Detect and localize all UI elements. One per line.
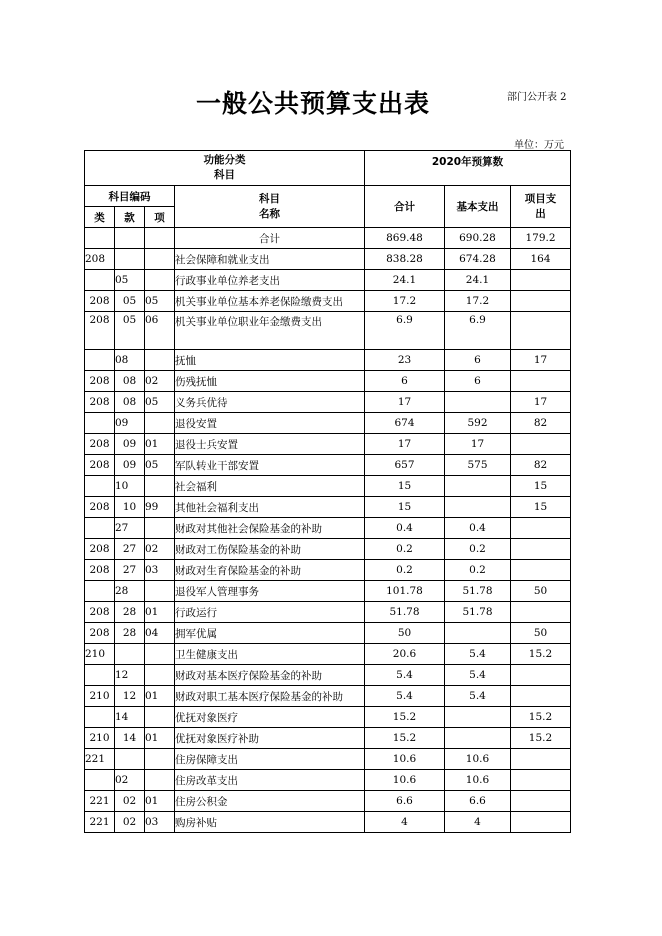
row-total: 20.6 xyxy=(365,644,445,665)
row-name: 行政事业单位养老支出 xyxy=(175,270,365,291)
row-total: 10.6 xyxy=(365,749,445,770)
xiang-header: 项 xyxy=(145,207,175,228)
row-xiang xyxy=(145,413,175,434)
row-basic xyxy=(445,728,511,749)
row-total: 23 xyxy=(365,350,445,371)
row-project: 82 xyxy=(511,455,571,476)
row-basic: 575 xyxy=(445,455,511,476)
row-basic: 10.6 xyxy=(445,770,511,791)
row-project: 15.2 xyxy=(511,644,571,665)
total-row-xiang xyxy=(145,228,175,249)
row-total: 17 xyxy=(365,392,445,413)
row-name: 财政对职工基本医疗保险基金的补助 xyxy=(175,686,365,707)
table-row xyxy=(85,270,571,291)
row-total: 0.4 xyxy=(365,518,445,539)
basic-header: 基本支出 xyxy=(445,186,511,228)
row-xiang xyxy=(145,249,175,270)
func-class-label: 功能分类 xyxy=(203,154,246,166)
table-row xyxy=(85,350,571,371)
row-name: 住房公积金 xyxy=(175,791,365,812)
row-lei: 208 xyxy=(85,539,115,560)
row-project: 50 xyxy=(511,623,571,644)
row-basic: 17 xyxy=(445,434,511,455)
row-lei xyxy=(85,581,115,602)
row-basic: 592 xyxy=(445,413,511,434)
row-project xyxy=(511,791,571,812)
row-lei xyxy=(85,770,115,791)
total-row xyxy=(85,228,571,249)
row-name: 住房保障支出 xyxy=(175,749,365,770)
row-xiang: 99 xyxy=(145,497,175,518)
table-row xyxy=(85,497,571,518)
row-xiang: 03 xyxy=(145,560,175,581)
table-row xyxy=(85,770,571,791)
table-row xyxy=(85,392,571,413)
row-basic: 5.4 xyxy=(445,686,511,707)
row-project: 164 xyxy=(511,249,571,270)
row-kuan: 02 xyxy=(115,812,145,833)
row-basic xyxy=(445,392,511,413)
row-project: 15.2 xyxy=(511,707,571,728)
row-total: 657 xyxy=(365,455,445,476)
row-xiang xyxy=(145,350,175,371)
row-basic: 51.78 xyxy=(445,602,511,623)
row-project xyxy=(511,749,571,770)
row-kuan: 05 xyxy=(115,270,145,291)
row-name: 伤残抚恤 xyxy=(175,371,365,392)
row-total: 15 xyxy=(365,476,445,497)
row-name: 其他社会福利支出 xyxy=(175,497,365,518)
row-project: 15 xyxy=(511,476,571,497)
row-lei: 221 xyxy=(85,749,115,770)
row-project: 82 xyxy=(511,413,571,434)
budget-group-header: 2020年预算数 xyxy=(365,151,571,186)
total-row-kuan xyxy=(115,228,145,249)
row-project xyxy=(511,270,571,291)
row-lei: 208 xyxy=(85,312,115,350)
row-lei: 208 xyxy=(85,602,115,623)
row-lei: 210 xyxy=(85,686,115,707)
row-total: 6.9 xyxy=(365,312,445,350)
total-header: 合计 xyxy=(365,186,445,228)
row-total: 674 xyxy=(365,413,445,434)
table-row xyxy=(85,749,571,770)
row-xiang: 01 xyxy=(145,791,175,812)
row-xiang xyxy=(145,581,175,602)
row-kuan: 14 xyxy=(115,707,145,728)
table-row xyxy=(85,560,571,581)
table-row xyxy=(85,455,571,476)
row-basic: 4 xyxy=(445,812,511,833)
row-lei: 210 xyxy=(85,728,115,749)
row-xiang: 05 xyxy=(145,455,175,476)
row-kuan: 28 xyxy=(115,623,145,644)
row-name: 社会保障和就业支出 xyxy=(175,249,365,270)
row-name: 购房补贴 xyxy=(175,812,365,833)
row-kuan: 27 xyxy=(115,560,145,581)
row-total: 4 xyxy=(365,812,445,833)
row-name: 退役军人管理事务 xyxy=(175,581,365,602)
row-lei xyxy=(85,665,115,686)
row-xiang xyxy=(145,770,175,791)
row-basic: 6 xyxy=(445,371,511,392)
row-kuan: 02 xyxy=(115,770,145,791)
row-lei: 208 xyxy=(85,291,115,312)
func-class-subject-label: 科目 xyxy=(214,169,235,181)
project-header xyxy=(511,186,571,228)
row-xiang: 02 xyxy=(145,371,175,392)
table-row xyxy=(85,291,571,312)
table-row xyxy=(85,249,571,270)
row-xiang xyxy=(145,707,175,728)
row-kuan: 14 xyxy=(115,728,145,749)
row-xiang: 02 xyxy=(145,539,175,560)
table-row xyxy=(85,812,571,833)
row-total: 6.6 xyxy=(365,791,445,812)
row-lei: 208 xyxy=(85,434,115,455)
row-project: 15 xyxy=(511,497,571,518)
row-basic: 17.2 xyxy=(445,291,511,312)
row-basic: 24.1 xyxy=(445,270,511,291)
row-total: 15.2 xyxy=(365,707,445,728)
row-kuan xyxy=(115,249,145,270)
table-row xyxy=(85,476,571,497)
row-basic: 0.2 xyxy=(445,560,511,581)
row-name: 卫生健康支出 xyxy=(175,644,365,665)
row-kuan: 02 xyxy=(115,791,145,812)
row-basic xyxy=(445,707,511,728)
row-project xyxy=(511,434,571,455)
row-lei xyxy=(85,518,115,539)
row-basic: 10.6 xyxy=(445,749,511,770)
row-lei: 208 xyxy=(85,455,115,476)
row-lei: 208 xyxy=(85,392,115,413)
row-project: 17 xyxy=(511,350,571,371)
row-lei xyxy=(85,413,115,434)
row-name: 优抚对象医疗补助 xyxy=(175,728,365,749)
row-kuan xyxy=(115,644,145,665)
row-xiang: 05 xyxy=(145,392,175,413)
row-project xyxy=(511,770,571,791)
row-xiang: 01 xyxy=(145,728,175,749)
table-row xyxy=(85,728,571,749)
row-name: 住房改革支出 xyxy=(175,770,365,791)
row-xiang: 03 xyxy=(145,812,175,833)
lei-header: 类 xyxy=(85,207,115,228)
row-name: 财政对生育保险基金的补助 xyxy=(175,560,365,581)
row-kuan: 10 xyxy=(115,476,145,497)
row-project xyxy=(511,312,571,350)
row-kuan xyxy=(115,749,145,770)
table-row xyxy=(85,623,571,644)
total-row-total: 869.48 xyxy=(365,228,445,249)
row-xiang xyxy=(145,476,175,497)
row-total: 101.78 xyxy=(365,581,445,602)
row-name: 优抚对象医疗 xyxy=(175,707,365,728)
row-project xyxy=(511,291,571,312)
row-kuan: 28 xyxy=(115,581,145,602)
row-lei: 208 xyxy=(85,497,115,518)
table-row xyxy=(85,602,571,623)
row-lei xyxy=(85,476,115,497)
row-kuan: 09 xyxy=(115,434,145,455)
row-basic: 0.2 xyxy=(445,539,511,560)
row-lei: 208 xyxy=(85,623,115,644)
row-lei: 221 xyxy=(85,812,115,833)
row-xiang: 04 xyxy=(145,623,175,644)
row-kuan: 08 xyxy=(115,371,145,392)
table-row xyxy=(85,371,571,392)
row-basic: 674.28 xyxy=(445,249,511,270)
name-col-label: 名称 xyxy=(259,207,280,220)
row-total: 15 xyxy=(365,497,445,518)
project-header-line2: 出 xyxy=(535,207,546,220)
row-basic: 51.78 xyxy=(445,581,511,602)
row-lei xyxy=(85,707,115,728)
row-total: 50 xyxy=(365,623,445,644)
row-basic: 0.4 xyxy=(445,518,511,539)
row-lei xyxy=(85,350,115,371)
row-name: 机关事业单位职业年金缴费支出 xyxy=(175,312,365,350)
row-xiang xyxy=(145,644,175,665)
row-xiang xyxy=(145,749,175,770)
row-xiang xyxy=(145,518,175,539)
func-class-header xyxy=(85,151,365,186)
table-row xyxy=(85,791,571,812)
row-project: 50 xyxy=(511,581,571,602)
row-kuan: 05 xyxy=(115,291,145,312)
table-row xyxy=(85,686,571,707)
form-number: 部门公开表 2 xyxy=(507,92,567,103)
row-total: 17.2 xyxy=(365,291,445,312)
row-project xyxy=(511,665,571,686)
row-total: 15.2 xyxy=(365,728,445,749)
row-basic xyxy=(445,476,511,497)
row-lei: 221 xyxy=(85,791,115,812)
row-project xyxy=(511,539,571,560)
row-kuan: 08 xyxy=(115,350,145,371)
row-xiang: 01 xyxy=(145,686,175,707)
row-total: 5.4 xyxy=(365,665,445,686)
row-total: 17 xyxy=(365,434,445,455)
row-kuan: 09 xyxy=(115,413,145,434)
row-lei: 208 xyxy=(85,371,115,392)
row-lei xyxy=(85,270,115,291)
row-kuan: 08 xyxy=(115,392,145,413)
row-project xyxy=(511,812,571,833)
code-header: 科目编码 xyxy=(85,186,175,207)
header-row-1 xyxy=(85,151,571,186)
row-total: 10.6 xyxy=(365,770,445,791)
row-kuan: 10 xyxy=(115,497,145,518)
row-kuan: 09 xyxy=(115,455,145,476)
table-row xyxy=(85,434,571,455)
table-row xyxy=(85,518,571,539)
row-name: 退役安置 xyxy=(175,413,365,434)
row-project xyxy=(511,560,571,581)
subject-name-header xyxy=(175,186,365,228)
row-total: 0.2 xyxy=(365,539,445,560)
row-project xyxy=(511,371,571,392)
row-name: 财政对基本医疗保险基金的补助 xyxy=(175,665,365,686)
row-basic: 5.4 xyxy=(445,644,511,665)
row-name: 行政运行 xyxy=(175,602,365,623)
row-total: 5.4 xyxy=(365,686,445,707)
row-lei: 208 xyxy=(85,560,115,581)
total-row-basic: 690.28 xyxy=(445,228,511,249)
row-basic: 6.9 xyxy=(445,312,511,350)
row-name: 财政对其他社会保险基金的补助 xyxy=(175,518,365,539)
row-project: 17 xyxy=(511,392,571,413)
row-basic: 6.6 xyxy=(445,791,511,812)
row-basic: 6 xyxy=(445,350,511,371)
row-name: 抚恤 xyxy=(175,350,365,371)
row-kuan: 27 xyxy=(115,539,145,560)
row-total: 51.78 xyxy=(365,602,445,623)
row-lei: 208 xyxy=(85,249,115,270)
row-project xyxy=(511,686,571,707)
unit-label: 单位：万元 xyxy=(514,140,564,151)
total-row-project: 179.2 xyxy=(511,228,571,249)
table-row xyxy=(85,581,571,602)
header-row-2 xyxy=(85,186,571,207)
row-name: 财政对工伤保险基金的补助 xyxy=(175,539,365,560)
row-total: 838.28 xyxy=(365,249,445,270)
row-total: 6 xyxy=(365,371,445,392)
row-xiang xyxy=(145,665,175,686)
project-header-line1: 项目支 xyxy=(524,192,557,205)
row-kuan: 12 xyxy=(115,686,145,707)
row-name: 退役士兵安置 xyxy=(175,434,365,455)
table-row xyxy=(85,707,571,728)
row-basic xyxy=(445,497,511,518)
row-project xyxy=(511,518,571,539)
total-row-lei xyxy=(85,228,115,249)
row-xiang: 05 xyxy=(145,291,175,312)
row-lei: 210 xyxy=(85,644,115,665)
row-xiang: 06 xyxy=(145,312,175,350)
table-row xyxy=(85,665,571,686)
table-row xyxy=(85,312,571,350)
page-title: 一般公共预算支出表 xyxy=(196,89,431,118)
table-row xyxy=(85,644,571,665)
row-project: 15.2 xyxy=(511,728,571,749)
row-project xyxy=(511,602,571,623)
row-xiang: 01 xyxy=(145,434,175,455)
row-total: 24.1 xyxy=(365,270,445,291)
row-name: 拥军优属 xyxy=(175,623,365,644)
table-row xyxy=(85,539,571,560)
row-name: 军队转业干部安置 xyxy=(175,455,365,476)
row-basic xyxy=(445,623,511,644)
row-kuan: 28 xyxy=(115,602,145,623)
row-basic: 5.4 xyxy=(445,665,511,686)
row-xiang: 01 xyxy=(145,602,175,623)
row-name: 机关事业单位基本养老保险缴费支出 xyxy=(175,291,365,312)
row-kuan: 05 xyxy=(115,312,145,350)
table-row xyxy=(85,413,571,434)
total-row-name: 合计 xyxy=(175,228,365,249)
row-total: 0.2 xyxy=(365,560,445,581)
budget-table xyxy=(84,150,571,833)
row-kuan: 12 xyxy=(115,665,145,686)
row-name: 社会福利 xyxy=(175,476,365,497)
row-xiang xyxy=(145,270,175,291)
kuan-header: 款 xyxy=(115,207,145,228)
row-kuan: 27 xyxy=(115,518,145,539)
row-name: 义务兵优待 xyxy=(175,392,365,413)
subject-col-label: 科目 xyxy=(259,192,280,205)
